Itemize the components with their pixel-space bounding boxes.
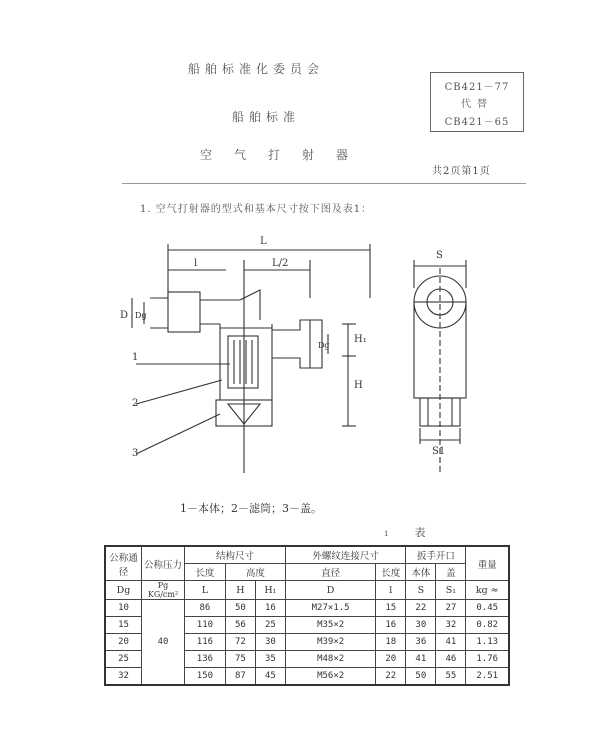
sym-S1: S₁ (436, 581, 466, 600)
subheader-diameter: 直径 (285, 564, 375, 581)
technical-drawing (110, 228, 490, 490)
dim-D: D (120, 310, 129, 321)
table-label: 1 表 (384, 526, 426, 539)
unit-dg: Dg (105, 581, 142, 600)
dim-S1: S1 (432, 446, 446, 457)
part-number-1: 1 (132, 352, 139, 363)
part-number-3: 3 (132, 448, 139, 459)
replaces-label: 代替 (461, 99, 493, 110)
page-indicator: 共2页第1页 (432, 166, 491, 177)
header-wrench: 扳手开口 (406, 546, 466, 564)
header-nominal-dia: 公称通径 (105, 546, 142, 581)
intro-text: 1. 空气打射器的型式和基本尺寸按下图及表1： (140, 204, 373, 215)
dim-H: H (354, 380, 363, 391)
header-nominal-pressure: 公称压力 (142, 546, 185, 581)
sym-L: L (185, 581, 226, 600)
unit-weight: kg ≈ (466, 581, 509, 600)
dim-Dg: Dg (135, 311, 147, 320)
unit-pg: Pg KG/cm² (142, 581, 185, 600)
sym-H: H (225, 581, 255, 600)
sym-S: S (406, 581, 436, 600)
figure-caption: 1－本体；2－滤筒；3－盖。 (180, 502, 322, 515)
header-ext-thread: 外螺纹连接尺寸 (285, 546, 405, 564)
subheader-body: 本体 (406, 564, 436, 581)
header-structure: 结构尺寸 (185, 546, 286, 564)
dim-S: S (436, 250, 443, 261)
table-row: 32 150 87 45 M56×2 22 50 55 2.51 (105, 668, 509, 686)
sym-D: D (285, 581, 375, 600)
table-row: 15 110 56 25 M35×2 16 30 32 0.82 (105, 617, 509, 634)
dim-L-half: L/2 (272, 258, 289, 269)
replaced-code: CB421－65 (444, 117, 510, 128)
subheader-length2: 长度 (376, 564, 406, 581)
part-number-2: 2 (132, 398, 139, 409)
header-weight: 重量 (466, 546, 509, 581)
subheader-height: 高度 (225, 564, 285, 581)
dimension-table (104, 545, 510, 686)
committee-name: 船舶标准化委员会 (188, 62, 325, 76)
table-row: 10 40 86 50 16 M27×1.5 15 22 27 0.45 (105, 600, 509, 617)
header-divider (122, 183, 526, 184)
table-row: 20 116 72 30 M39×2 18 36 41 1.13 (105, 634, 509, 651)
dim-l: l (194, 258, 198, 269)
dim-H1: H₁ (354, 334, 367, 345)
standard-code: CB421－77 (444, 82, 510, 93)
table-row: 25 136 75 35 M48×2 20 41 46 1.76 (105, 651, 509, 668)
dim-Dg-outlet: Dg (318, 341, 330, 350)
sym-l: l (376, 581, 406, 600)
pressure-value: 40 (142, 600, 185, 686)
dim-L: L (260, 236, 267, 247)
standard-type: 船舶标准 (232, 110, 301, 124)
subheader-cover: 盖 (436, 564, 466, 581)
sym-H1: H₁ (255, 581, 285, 600)
document-title: 空气打射器 (200, 148, 371, 162)
table-number: 1 (384, 530, 389, 538)
standard-code-box (430, 72, 524, 132)
subheader-length: 长度 (185, 564, 226, 581)
